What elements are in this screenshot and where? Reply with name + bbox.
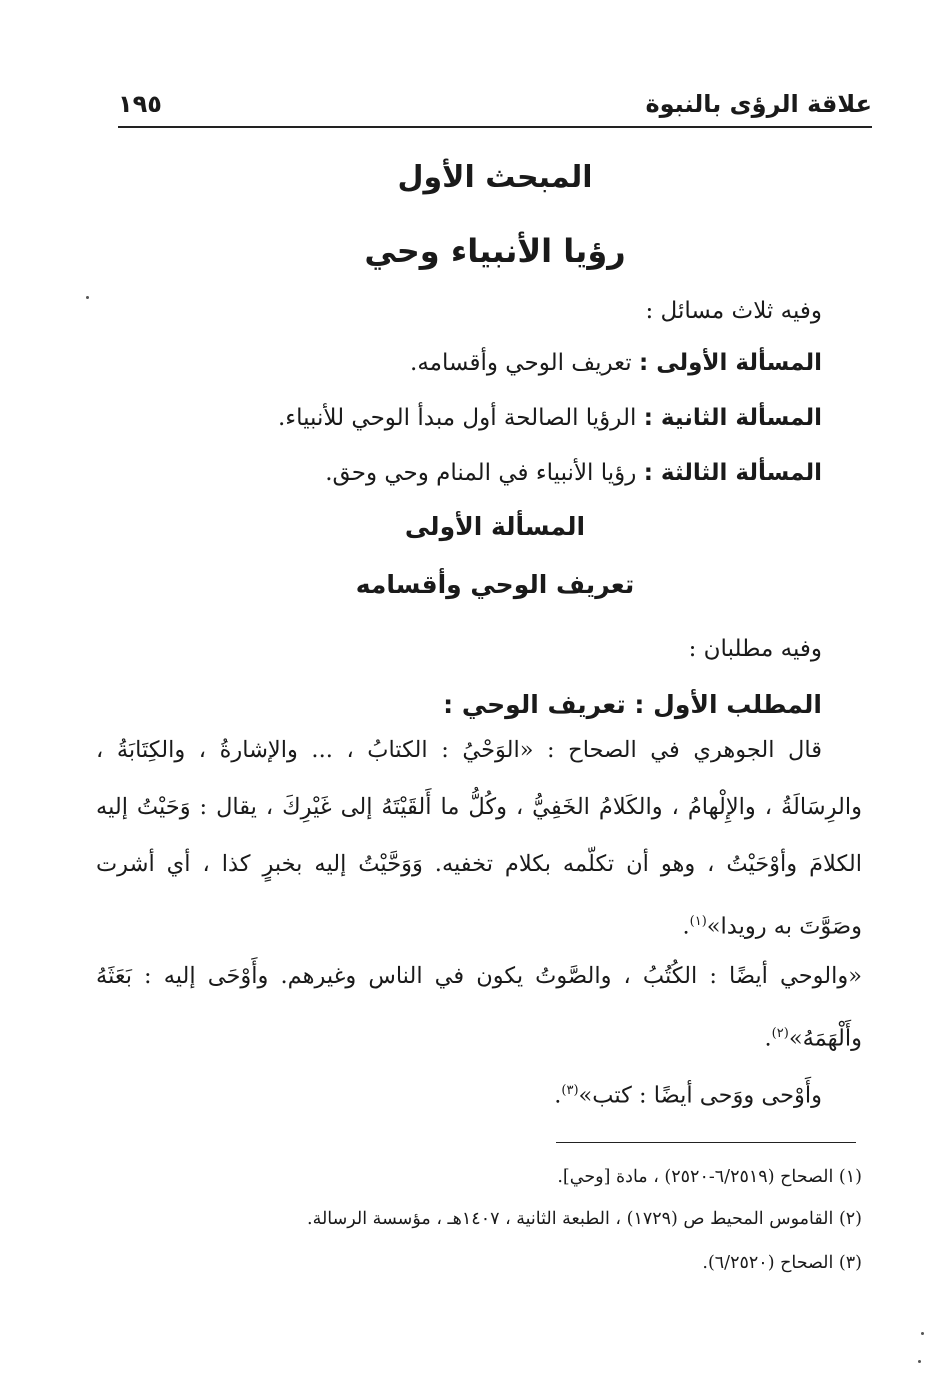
scan-speck [86, 296, 89, 299]
scan-speck [918, 1360, 921, 1363]
footnote-1: (١) الصحاح (٦/٢٥١٩-٢٥٢٠) ، مادة [وحي]. [557, 1167, 862, 1187]
masala-text: رؤيا الأنبياء في المنام وحي وحق. [325, 460, 644, 486]
section-intro: وفيه ثلاث مسائل : [645, 298, 822, 324]
masala-item-1 [110, 350, 822, 376]
masala-heading: المسألة الأولى [404, 512, 586, 541]
footnote-3: (٣) الصحاح (٦/٢٥٢٠). [702, 1253, 862, 1273]
footnote-ref-2[interactable]: (٢) [771, 1026, 789, 1041]
masala-intro: وفيه مطلبان : [688, 636, 822, 662]
masala-text: تعريف الوحي وأقسامه. [410, 350, 639, 376]
masala-label: المسألة الأولى : [639, 350, 822, 376]
masala-item-2 [110, 405, 822, 431]
section-subtitle: رؤيا الأنبياء وحي [364, 232, 626, 270]
footnote-ref-1[interactable]: (١) [689, 914, 707, 929]
paragraph-3: وأَوْحى ووَحى أيضًا : كتب»$^{(٣)}$. [554, 1082, 822, 1109]
page-number: ١٩٥ [118, 90, 162, 118]
footnote-2: (٢) القاموس المحيط ص (١٧٢٩) ، الطبعة الثانية ، ١٤٠٧هـ ، مؤسسة الرسالة. [307, 1209, 862, 1229]
paragraph-text: وأَوْحى ووَحى أيضًا : كتب» [578, 1082, 822, 1109]
masala-label: المسألة الثالثة : [643, 460, 822, 486]
masala-subheading: تعريف الوحي وأقسامه [355, 570, 635, 599]
scan-speck [921, 1332, 924, 1335]
running-title: علاقة الرؤى بالنبوة [645, 90, 872, 118]
header-rule [118, 126, 872, 128]
masala-text: الرؤيا الصالحة أول مبدأ الوحي للأنبياء. [277, 405, 644, 431]
footnote-rule [556, 1142, 856, 1143]
section-title: المبحث الأول [397, 160, 593, 195]
paragraph-2: «والوحي أيضًا : الكُتُبُ ، والصَّوتُ يكون في الناس وغيرهم. وأَوْحَى إليه : بَعَثَهُ وأَلْهَمَهُ»$^{(٢)}$. [96, 963, 862, 1052]
matlab-heading: المطلب الأول : تعريف الوحي : [443, 690, 822, 719]
masala-item-3 [110, 460, 822, 486]
paragraph-text: «والوحي أيضًا : الكُتُبُ ، والصَّوتُ يكون في الناس وغيرهم. وأَوْحَى إليه : بَعَثَهُ وأَلْهَمَهُ» [96, 963, 862, 1052]
paragraph-1: قال الجوهري في الصحاح : «الوَحْيُ : الكتابُ ، ... والإشارةُ ، والكِتَابَةُ ، والرِسَالَةُ ، والإِلْهامُ ، والكَلامُ الخَفِيُّ ، وكُلُّ ما أَلقَيْتَهُ إلى غَيْرِكَ ، يقال : وَحَيْتُ إليه الكلامَ وأوْحَيْتُ ، وهو أن تكلّمه بكلام تخفيه. وَوَحَّيْتُ إليه بخبرٍ كذا ، أي أشرت وصَوَّتَ به رويدا»$^{(١)}$. [96, 737, 862, 940]
masala-label: المسألة الثانية : [643, 405, 822, 431]
running-header [118, 78, 872, 118]
paragraph-text: قال الجوهري في الصحاح : «الوَحْيُ : الكتابُ ، ... والإشارةُ ، والكِتَابَةُ ، والرِسَالَةُ ، والإِلْهامُ ، والكَلامُ الخَفِيُّ ، وكُلُّ ما أَلقَيْتَهُ إلى غَيْرِكَ ، يقال : وَحَيْتُ إليه الكلامَ وأوْحَيْتُ ، وهو أن تكلّمه بكلام تخفيه. وَوَحَّيْتُ إليه بخبرٍ كذا ، أي أشرت وصَوَّتَ به رويدا» [96, 737, 862, 940]
footnote-ref-3[interactable]: (٣) [561, 1083, 579, 1098]
